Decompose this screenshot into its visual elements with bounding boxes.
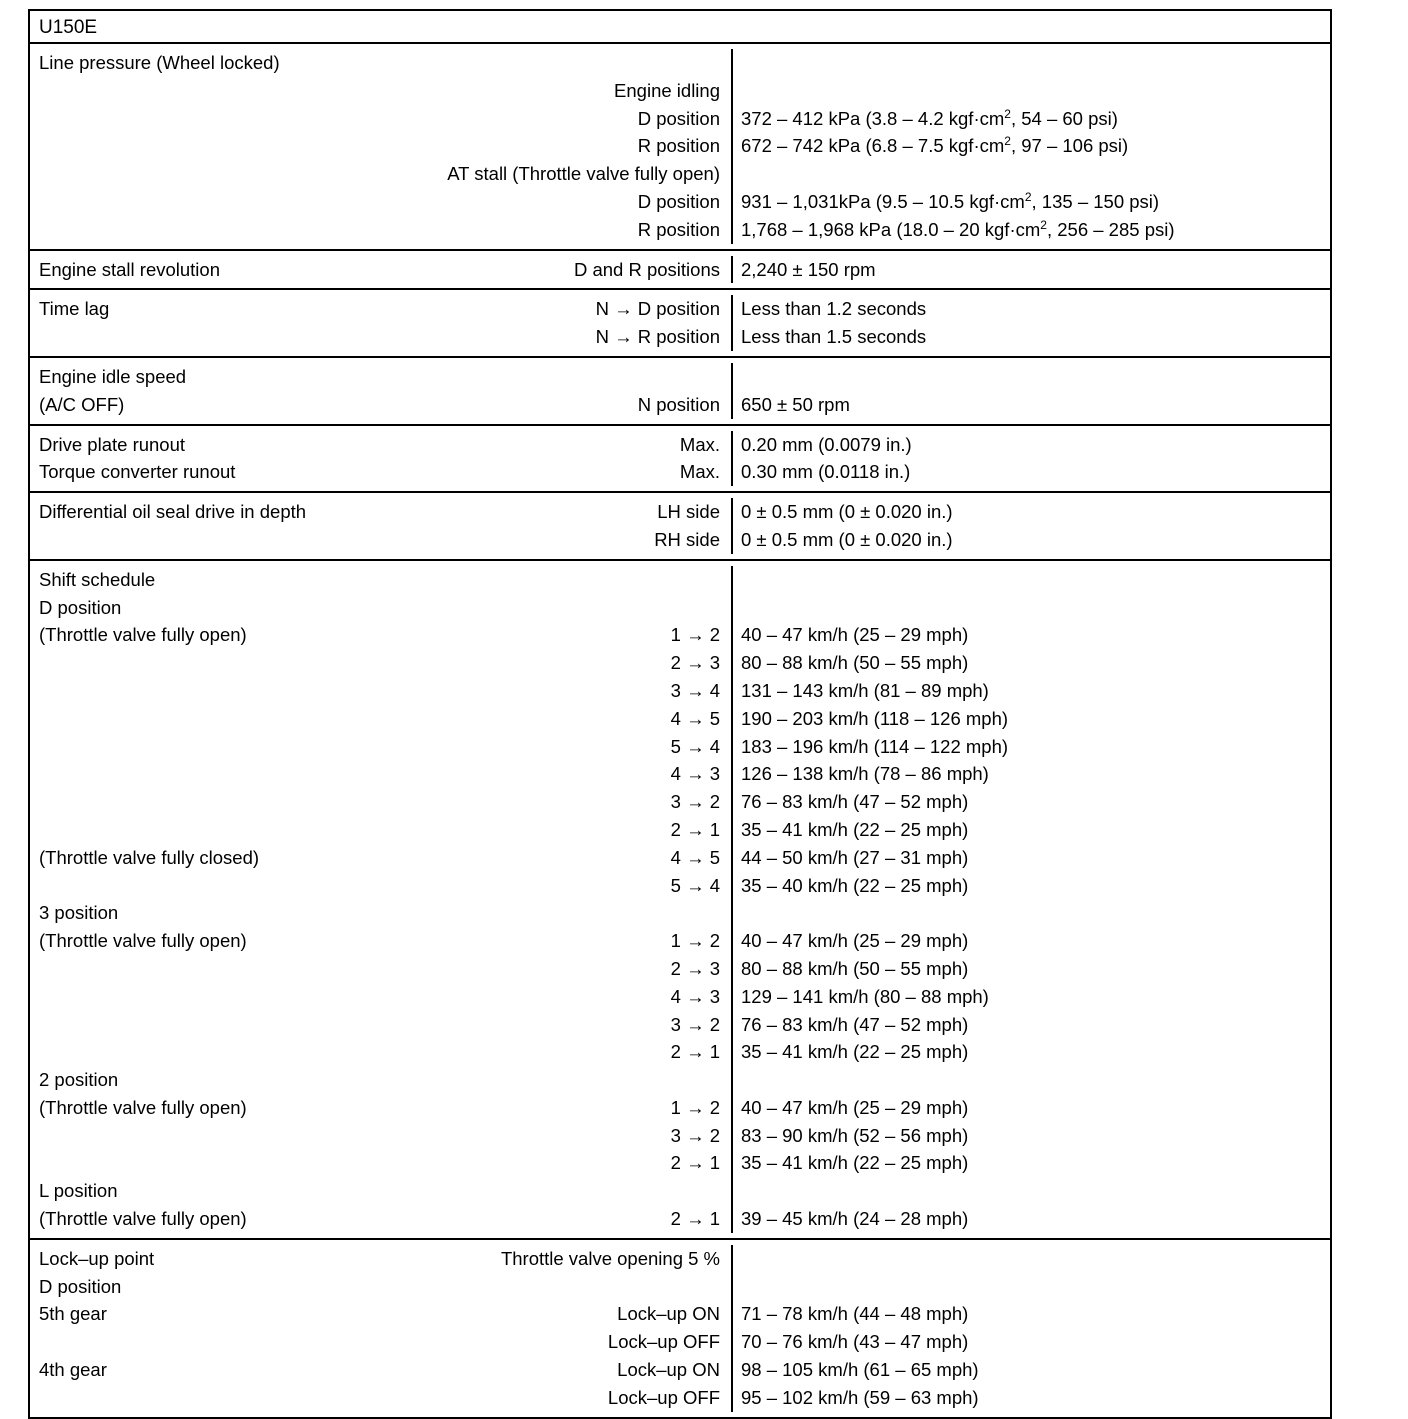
spec-row-label [30, 1245, 731, 1273]
label-column [30, 566, 733, 1233]
spec-value: 35 – 41 km/h (22 – 25 mph) [741, 818, 969, 840]
spec-value [733, 899, 1330, 927]
spec-row-label [30, 1356, 731, 1384]
value-column [733, 1245, 1330, 1412]
spec-row-label [30, 1066, 731, 1094]
condition-label: 2 → 1 [670, 1152, 720, 1174]
spec-row-label [30, 1122, 731, 1150]
spec-value: Less than 1.2 seconds [741, 298, 927, 320]
condition-label: 3 → 2 [670, 1124, 720, 1146]
condition-label: 4 → 3 [670, 763, 720, 785]
spec-value: 95 – 102 km/h (59 – 63 mph) [741, 1386, 979, 1408]
condition-label: R position [637, 135, 720, 157]
spec-value [733, 1245, 1330, 1273]
item-label: L position [39, 1180, 118, 1202]
spec-row-label [30, 1094, 731, 1122]
spec-value [733, 363, 1330, 391]
spec-row-label [30, 677, 731, 705]
spec-row-label [30, 955, 731, 983]
spec-value: Less than 1.5 seconds [741, 326, 927, 348]
spec-value: 35 – 40 km/h (22 – 25 mph) [741, 874, 969, 896]
spec-value: 76 – 83 km/h (47 – 52 mph) [741, 791, 969, 813]
spec-row-label [30, 566, 731, 594]
spec-row-label [30, 1177, 731, 1205]
condition-label: 3 → 2 [670, 1013, 720, 1035]
spec-value: 71 – 78 km/h (44 – 48 mph) [741, 1303, 969, 1325]
item-label: D position [39, 1275, 122, 1297]
spec-row-label [30, 983, 731, 1011]
condition-label: 1 → 2 [670, 1096, 720, 1118]
spec-value [733, 1273, 1330, 1301]
spec-value: 0.20 mm (0.0079 in.) [741, 433, 912, 455]
label-column [30, 363, 733, 419]
condition-label: R position [637, 218, 720, 240]
condition-label: LH side [657, 501, 720, 523]
spec-row-label [30, 594, 731, 622]
spec-row-label [30, 391, 731, 419]
condition-label: D position [637, 190, 720, 212]
spec-value [733, 77, 1330, 105]
label-column [30, 431, 733, 487]
condition-label: D and R positions [573, 258, 720, 280]
spec-row-label [30, 705, 731, 733]
section-line-pressure [30, 44, 1330, 249]
item-label: 2 position [39, 1069, 119, 1091]
item-label: Lock–up point [39, 1247, 155, 1269]
spec-row-label [30, 649, 731, 677]
spec-row-label [30, 256, 731, 284]
item-label: (Throttle valve fully open) [39, 624, 247, 646]
spec-row-label [30, 431, 731, 459]
spec-value: 76 – 83 km/h (47 – 52 mph) [741, 1013, 969, 1035]
value-column [733, 498, 1330, 554]
condition-label: Engine idling [614, 79, 720, 101]
condition-label: 1 → 2 [670, 930, 720, 952]
spec-row-label [30, 49, 731, 77]
condition-label: RH side [654, 528, 720, 550]
spec-row-label [30, 188, 731, 216]
condition-label: 3 → 2 [670, 791, 720, 813]
condition-label: 5 → 4 [670, 874, 720, 896]
spec-sections [30, 44, 1330, 1417]
spec-row-label [30, 844, 731, 872]
item-label: D position [39, 596, 122, 618]
item-label: Drive plate runout [39, 433, 186, 455]
spec-row-label [30, 1273, 731, 1301]
condition-label: 4 → 3 [670, 985, 720, 1007]
spec-row-label [30, 760, 731, 788]
spec-row-label [30, 872, 731, 900]
spec-row-label [30, 1384, 731, 1412]
spec-row-label [30, 621, 731, 649]
value-column [733, 431, 1330, 487]
item-label: Shift schedule [39, 568, 156, 590]
spec-row-label [30, 458, 731, 486]
item-label: Time lag [39, 298, 110, 320]
spec-value: 40 – 47 km/h (25 – 29 mph) [741, 930, 969, 952]
spec-value: 70 – 76 km/h (43 – 47 mph) [741, 1331, 969, 1353]
value-column [733, 49, 1330, 244]
section-time-lag [30, 288, 1330, 356]
condition-label: Throttle valve opening 5 % [500, 1247, 720, 1269]
spec-value: 2,240 ± 150 rpm [741, 258, 876, 280]
condition-label: 2 → 1 [670, 1208, 720, 1230]
condition-label: 1 → 2 [670, 624, 720, 646]
spec-row-label [30, 816, 731, 844]
spec-value: 126 – 138 km/h (78 – 86 mph) [741, 763, 989, 785]
spec-row-label [30, 1149, 731, 1177]
condition-label: Lock–up OFF [607, 1331, 720, 1353]
spec-row-label [30, 323, 731, 351]
spec-row-label [30, 1038, 731, 1066]
spec-value: 190 – 203 km/h (118 – 126 mph) [741, 707, 1009, 729]
spec-row-label [30, 1300, 731, 1328]
spec-value: 131 – 143 km/h (81 – 89 mph) [741, 679, 989, 701]
spec-row-label [30, 363, 731, 391]
condition-label: Max. [679, 461, 720, 483]
section-lock-up-point [30, 1238, 1330, 1417]
spec-row-label [30, 498, 731, 526]
label-column [30, 1245, 733, 1412]
spec-value: 35 – 41 km/h (22 – 25 mph) [741, 1041, 969, 1063]
condition-label: Lock–up ON [617, 1303, 720, 1325]
condition-label: 2 → 1 [670, 818, 720, 840]
spec-value [733, 1066, 1330, 1094]
spec-row-label [30, 77, 731, 105]
spec-row-label [30, 526, 731, 554]
spec-row-label [30, 733, 731, 761]
condition-label: 2 → 3 [670, 652, 720, 674]
item-label: (A/C OFF) [39, 393, 125, 415]
spec-value: 40 – 47 km/h (25 – 29 mph) [741, 1096, 969, 1118]
spec-value [733, 160, 1330, 188]
spec-value: 44 – 50 km/h (27 – 31 mph) [741, 846, 969, 868]
condition-label: 4 → 5 [670, 846, 720, 868]
item-label: 3 position [39, 902, 119, 924]
spec-row-label [30, 927, 731, 955]
spec-value: 0 ± 0.5 mm (0 ± 0.020 in.) [741, 501, 953, 523]
section-runout [30, 424, 1330, 492]
item-label: 5th gear [39, 1303, 107, 1325]
label-column [30, 256, 733, 284]
spec-row-label [30, 1205, 731, 1233]
spec-row-label [30, 899, 731, 927]
condition-label: N position [637, 393, 720, 415]
spec-value: 35 – 41 km/h (22 – 25 mph) [741, 1152, 969, 1174]
condition-label: AT stall (Throttle valve fully open) [447, 163, 720, 185]
value-column [733, 566, 1330, 1233]
section-differential-oil-seal [30, 491, 1330, 559]
spec-value: 98 – 105 km/h (61 – 65 mph) [741, 1359, 979, 1381]
item-label: Differential oil seal drive in depth [39, 501, 307, 523]
item-label: (Throttle valve fully closed) [39, 846, 260, 868]
condition-label: Lock–up OFF [607, 1386, 720, 1408]
label-column [30, 49, 733, 244]
spec-value: 650 ± 50 rpm [741, 393, 850, 415]
spec-value: 129 – 141 km/h (80 – 88 mph) [741, 985, 989, 1007]
item-label: Torque converter runout [39, 461, 236, 483]
condition-label: 2 → 3 [670, 957, 720, 979]
item-label: (Throttle valve fully open) [39, 930, 247, 952]
item-label: Line pressure (Wheel locked) [39, 52, 280, 73]
spec-value: 372 – 412 kPa (3.8 – 4.2 $kgf\cdot cm^2$, 54 – 60 psi) [741, 106, 1118, 129]
condition-label: Lock–up ON [617, 1359, 720, 1381]
spec-value [733, 1177, 1330, 1205]
label-column [30, 295, 733, 351]
spec-value: 83 – 90 km/h (52 – 56 mph) [741, 1124, 969, 1146]
spec-value: 40 – 47 km/h (25 – 29 mph) [741, 624, 969, 646]
condition-label: 4 → 5 [670, 707, 720, 729]
spec-value: 80 – 88 km/h (50 – 55 mph) [741, 957, 969, 979]
spec-value: 183 – 196 km/h (114 – 122 mph) [741, 735, 1009, 757]
spec-row-label [30, 1328, 731, 1356]
spec-value [733, 49, 1330, 77]
spec-value: 931 – 1,031kPa (9.5 – 10.5 $kgf\cdot cm^2$, 135 – 150 psi) [741, 189, 1160, 212]
section-engine-idle-speed [30, 356, 1330, 424]
condition-label: 5 → 4 [670, 735, 720, 757]
spec-row-label [30, 295, 731, 323]
item-label: (Throttle valve fully open) [39, 1208, 247, 1230]
spec-value [733, 594, 1330, 622]
spec-row-label [30, 1011, 731, 1039]
condition-label: 3 → 4 [670, 679, 720, 701]
condition-label: N → R position [595, 326, 720, 348]
spec-row-label [30, 132, 731, 160]
spec-value: 0.30 mm (0.0118 in.) [741, 461, 911, 483]
condition-label: Max. [679, 433, 720, 455]
spec-value: 80 – 88 km/h (50 – 55 mph) [741, 652, 969, 674]
item-label: 4th gear [39, 1359, 107, 1381]
condition-label: D position [637, 107, 720, 129]
condition-label: N → D position [595, 298, 720, 320]
value-column [733, 256, 1330, 284]
condition-label: 2 → 1 [670, 1041, 720, 1063]
spec-value: 39 – 45 km/h (24 – 28 mph) [741, 1208, 969, 1230]
value-column [733, 363, 1330, 419]
spec-value: 1,768 – 1,968 kPa (18.0 – 20 $kgf\cdot cm^2$, 256 – 285 psi) [741, 217, 1175, 240]
item-label: (Throttle valve fully open) [39, 1096, 247, 1118]
spec-value: 0 ± 0.5 mm (0 ± 0.020 in.) [741, 528, 953, 550]
section-engine-stall-revolution [30, 249, 1330, 289]
spec-value: 672 – 742 kPa (6.8 – 7.5 $kgf\cdot cm^2$, 97 – 106 psi) [741, 134, 1129, 157]
spec-row-label [30, 160, 731, 188]
item-label: Engine stall revolution [39, 258, 220, 280]
spec-table [28, 9, 1332, 1419]
spec-value [733, 566, 1330, 594]
spec-row-label [30, 788, 731, 816]
label-column [30, 498, 733, 554]
table-title: U150E [30, 11, 1330, 44]
spec-row-label [30, 105, 731, 133]
item-label: Engine idle speed [39, 365, 187, 387]
value-column [733, 295, 1330, 351]
spec-row-label [30, 216, 731, 244]
section-shift-schedule [30, 559, 1330, 1238]
